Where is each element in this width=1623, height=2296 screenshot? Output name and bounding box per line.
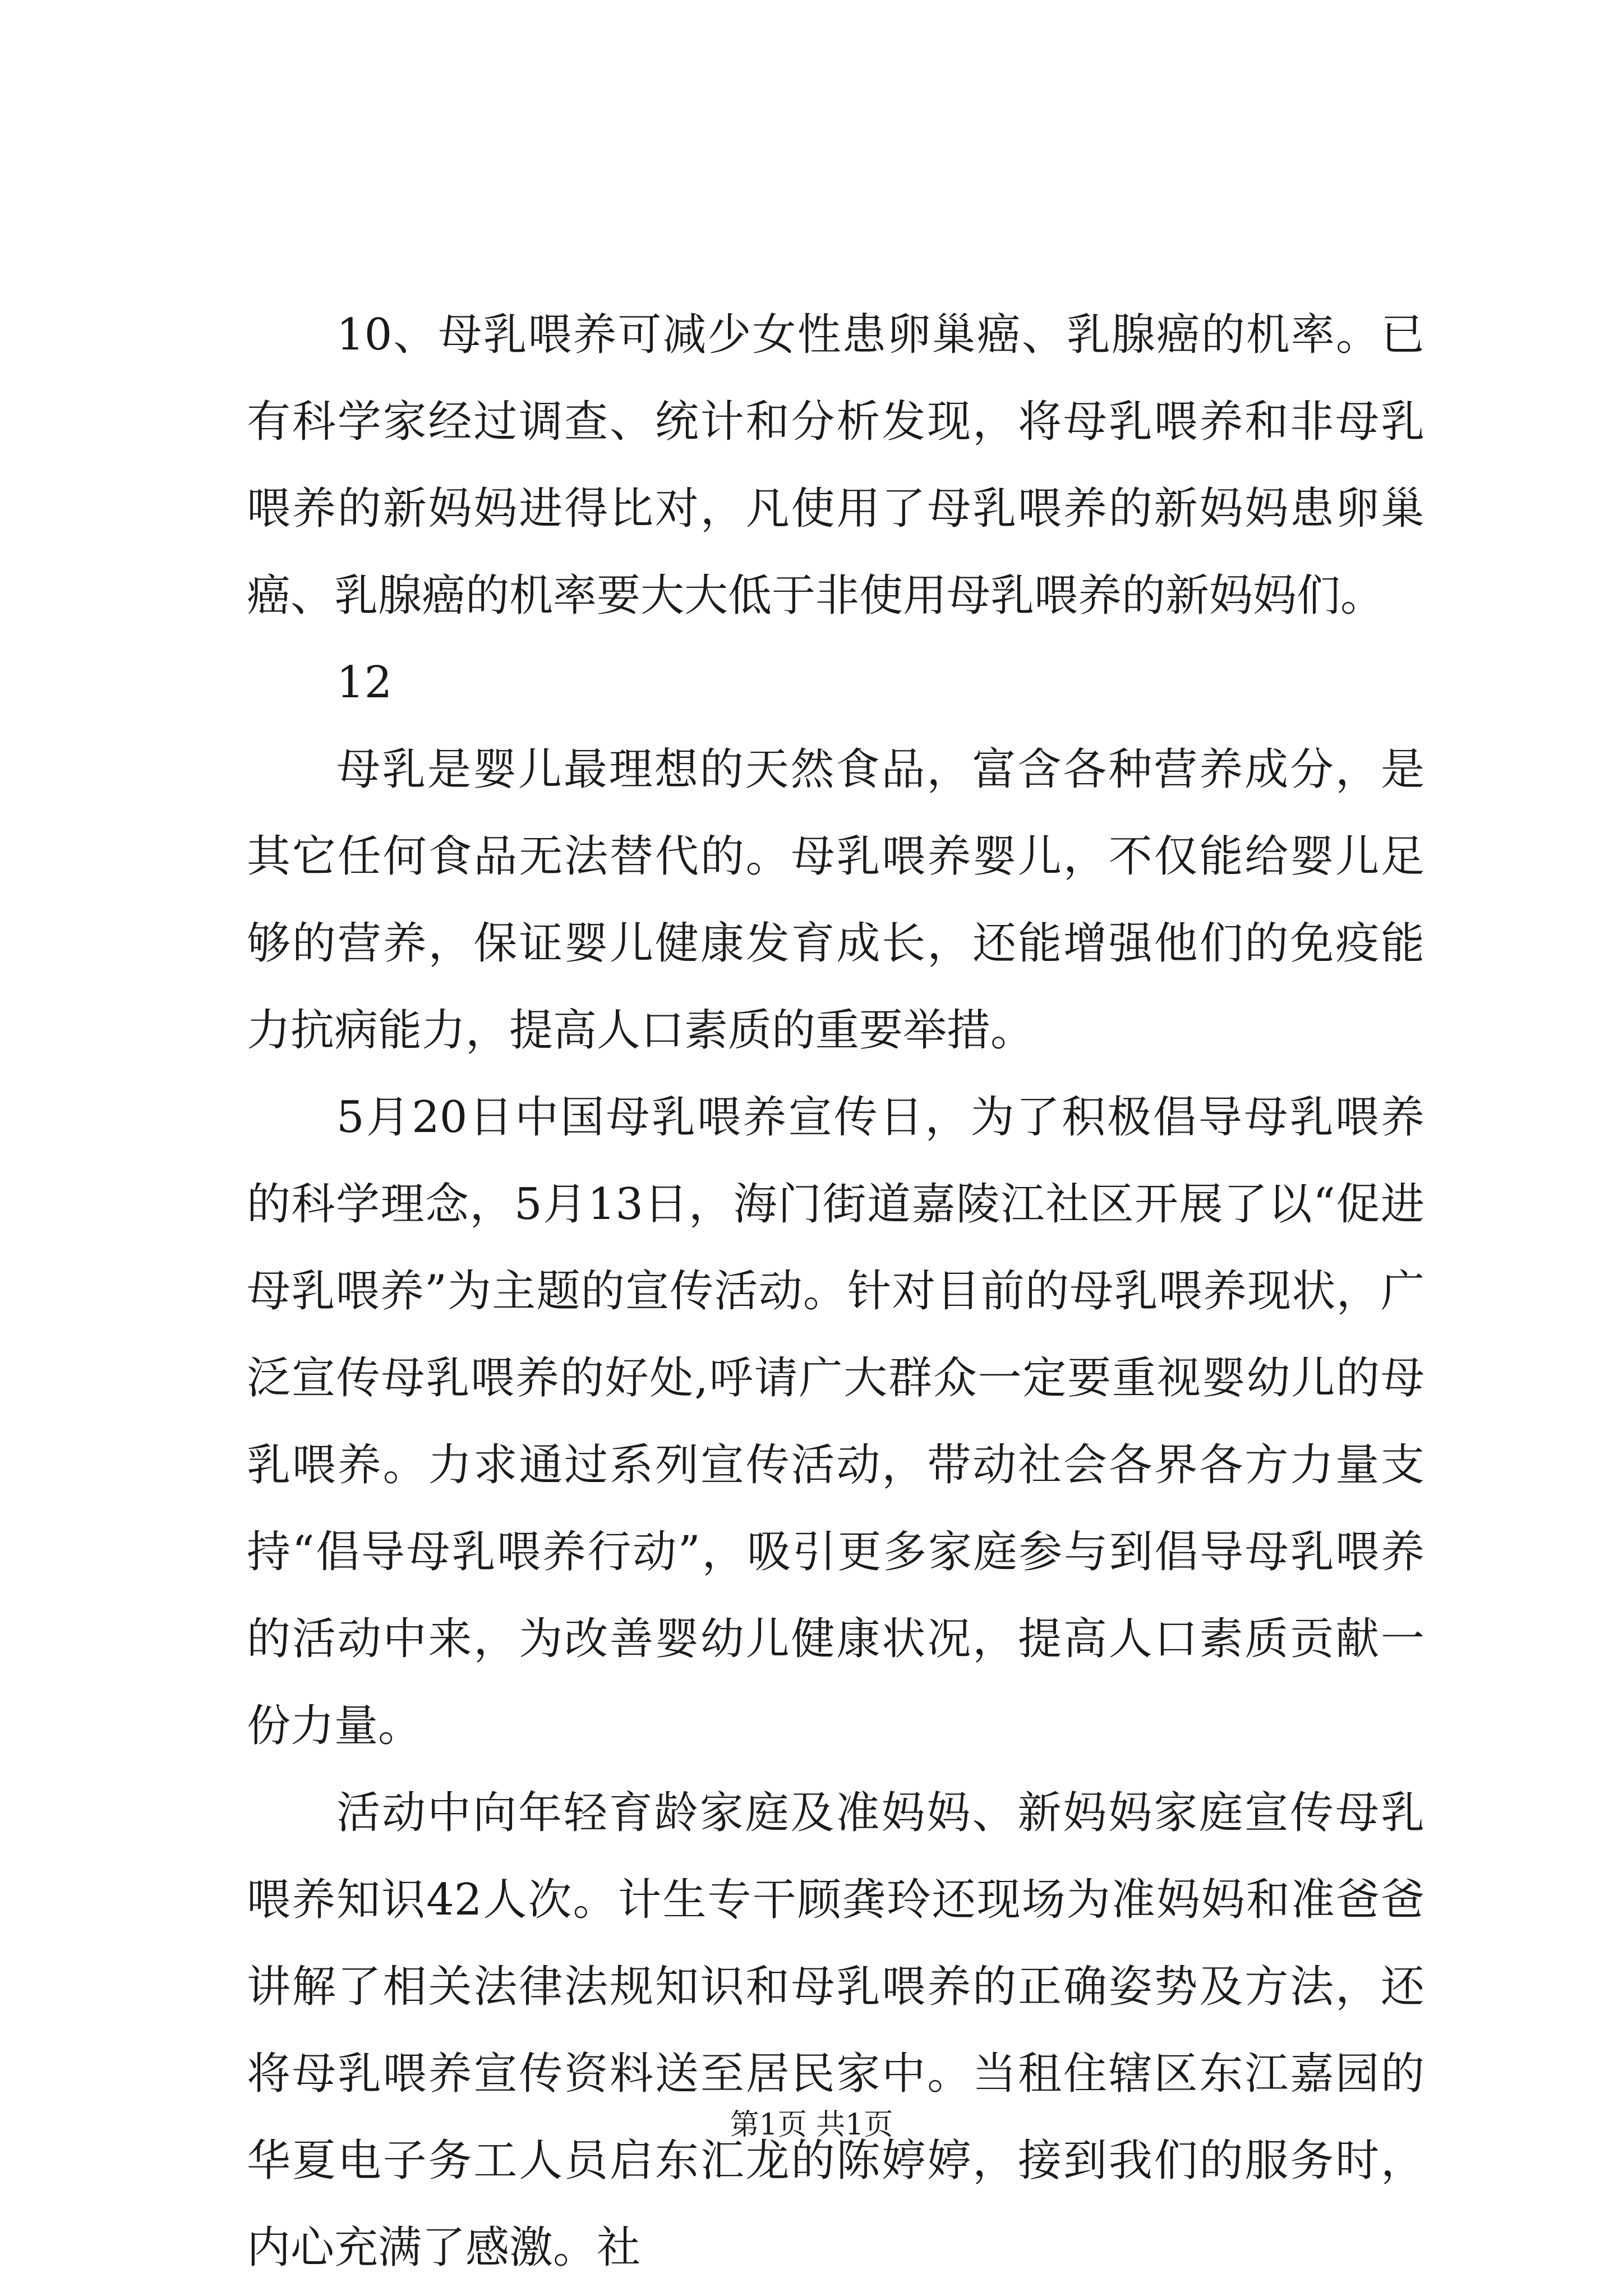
document-body — [247, 292, 1424, 2292]
paragraph-number-12: 12 — [336, 657, 393, 708]
page-footer: 第1页 共1页 — [730, 2108, 893, 2142]
paragraph-breastfeeding-cancer-risk: 10、母乳喂养可减少女性患卵巢癌、乳腺癌的机率。已有科学家经过调查、统计和分析发现，将母乳喂养和非母乳喂养的新妈妈进得比对，凡使用了母乳喂养的新妈妈患卵巢癌、乳腺癌的机率要大大低于非使用母乳喂养的新妈妈们。 — [247, 310, 1424, 621]
paragraph-breast-milk-ideal-food: 母乳是婴儿最理想的天然食品，富含各种营养成分，是其它任何食品无法替代的。母乳喂养婴儿，不仅能给婴儿足够的营养，保证婴儿健康发育成长，还能增强他们的免疫能力抗病能力，提高人口素质的重要举措。 — [247, 744, 1424, 1056]
paragraph-activity-details: 活动中向年轻育龄家庭及准妈妈、新妈妈家庭宣传母乳喂养知识42人次。计生专干顾龚玲还现场为准妈妈和准爸爸讲解了相关法律法规知识和母乳喂养的正确姿势及方法，还将母乳喂养宣传资料送至居民家中。当租住辖区东江嘉园的华夏电子务工人员启东汇龙的陈婷婷，接到我们的服务时，内心充满了感激。社 — [247, 1788, 1424, 2273]
paragraph-promotion-day-activity: 5月20日中国母乳喂养宣传日，为了积极倡导母乳喂养的科学理念，5月13日，海门街道嘉陵江社区开展了以“促进母乳喂养”为主题的宣传活动。针对目前的母乳喂养现状，广泛宣传母乳喂养的好处,呼请广大群众一定要重视婴幼儿的母乳喂养。力求通过系列宣传活动，带动社会各界各方力量支持“倡导母乳喂养行动”，吸引更多家庭参与到倡导母乳喂养的活动中来，为改善婴幼儿健康状况，提高人口素质贡献一份力量。 — [247, 1092, 1424, 1751]
